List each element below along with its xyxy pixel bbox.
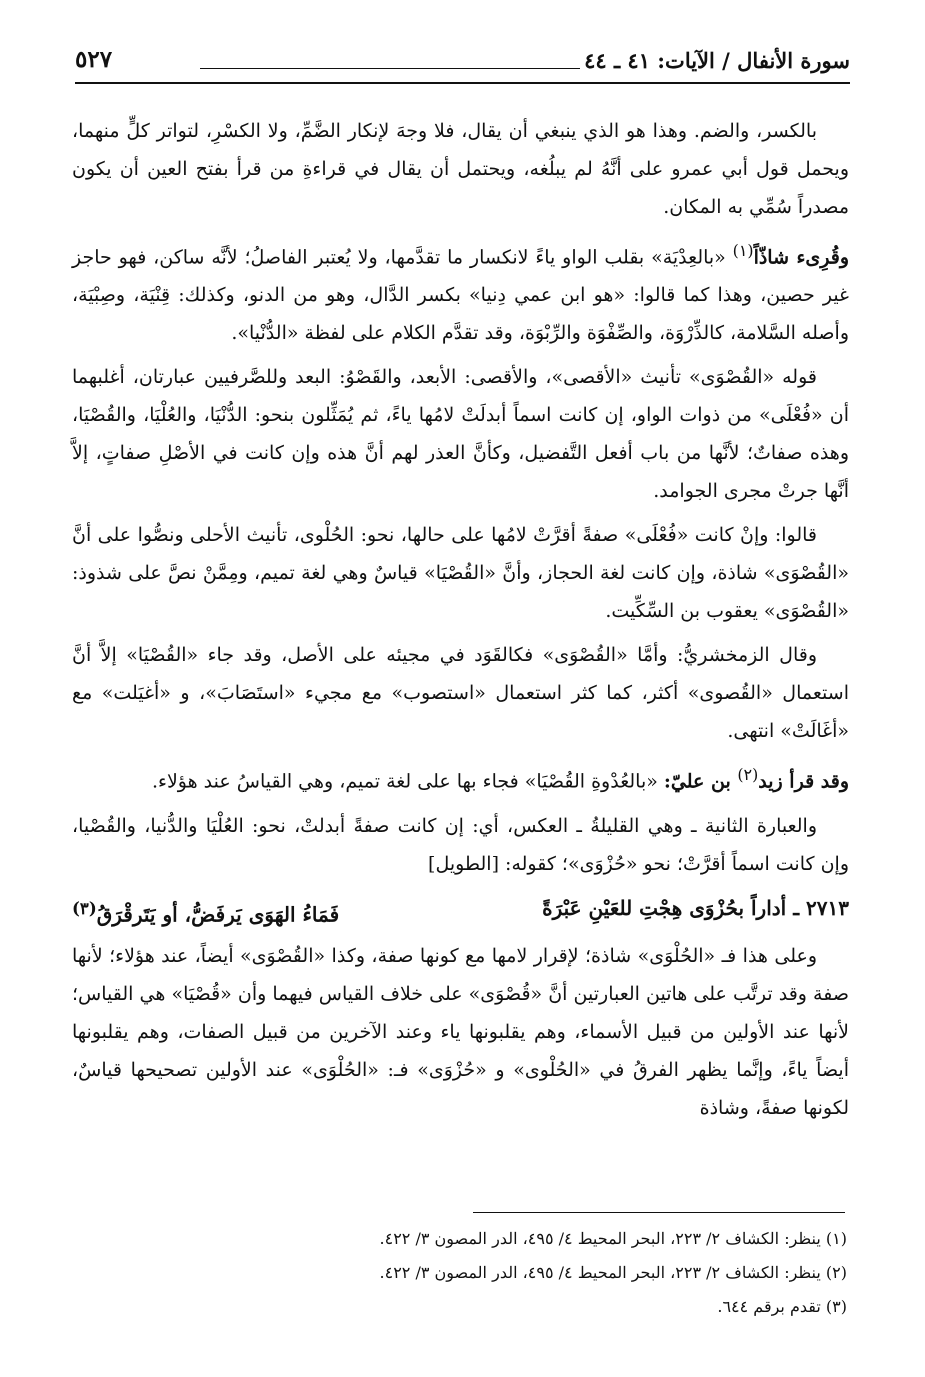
paragraph [72, 232, 849, 352]
footnotes [80, 1222, 847, 1324]
paragraph-text: «بالعُدْوةِ القُصْيَا» فجاء بها على لغة تميم، وهي القياسُ عند هؤلاء. [151, 770, 664, 793]
header-rule [200, 68, 580, 69]
footnote: (٣) تقدم برقم ٦٤٤. [717, 1297, 847, 1316]
paragraph: والعبارة الثانية ـ وهي القليلةُ ـ العكس، أي: إن كانت صفةً أبدلتْ، نحو: العُلْيَا والدُّنيا، والقُصْيا، وإن كانت اسماً أقرَّتْ؛ نحو «حُزْوَى»؛ كقوله: [الطويل] [72, 814, 849, 875]
footnote-ref[interactable]: (٢) [737, 765, 759, 785]
verse-first-half: ٢٧١٣ ـ أداراً بحُزْوَى هِجْتِ للعَيْنِ عَبْرَةً [542, 895, 849, 920]
paragraph-text: «بالعِدْيَة» بقلب الواو ياءً لانكسار ما تقدَّمها، ولا يُعتبر الفاصلُ؛ لأنَّه ساكن، فهو حاجز غير حصين، وهذا كما قالوا: «هو ابن عمي دِنيا» بكسر الدَّال، وهو من الدنو، وكذلك: قِنْيَة، وصِبْيَة، وأصله السَّلامة، كالذِّرْوَة، والصِّفْوَة والرِّبْوَة، وقد تقدَّم الكلام على لفظة «الدُّنْيا». [72, 246, 849, 345]
poetry-verse [72, 889, 849, 934]
paragraph: وقال الزمخشريُّ: وأمَّا «القُصْوَى» فكالقَوَد في مجيئه على الأصل، وقد جاء «القُصْيَا» إلاَّ أنَّ استعمال «القُصوى» أكثر، كما كثر استعمال «استصوب» مع مجيء «استَصَابَ»، و «أغيَلت» مع «أغَالَتْ» انتهى. [72, 644, 849, 743]
verse-hemistich-1: أداراً بحُزْوَى هِجْتِ للعَيْنِ عَبْرَةً [542, 895, 787, 920]
main-text [72, 112, 849, 1133]
running-title: سورة الأنفال / الآيات: ٤١ ـ ٤٤ [584, 48, 850, 73]
paragraph: قالوا: وإنْ كانت «فُعْلَى» صفةً أقرَّتْ لامُها على حالها، نحو: الحُلْوى، تأنيث الأحلى ونصُّوا على أنَّ «القُصْوَى» شاذة، وإن كانت لغة الحجاز، وأنَّ «القُصْيَا» قياسٌ وهي لغة تميم، ومِمَّنْ نصَّ على شذوذ: «القُصْوَى» يعقوب بن السِّكِّيت. [72, 524, 849, 623]
paragraph-lead: وقُرِىء شاذّاً [753, 246, 849, 269]
paragraph-lead: وقد قرأ زيد [758, 770, 849, 793]
footnote-separator [473, 1212, 845, 1213]
verse-second-half [72, 889, 339, 934]
paragraph: وعلى هذا فـ «الحُلْوَى» شاذة؛ لإقرار لامها مع كونها صفة، وكذا «القُصْوَى» أيضاً، عند هؤلاء؛ لأنها صفة وقد ترتَّب على هاتين العبارتين أنَّ «قُصْوَى» على خلاف القياس فيهما وأن «قُصْيَا» هي القياس؛ لأنها عند الأولين من قبيل الأسماء، وهم يقلبونها ياء وعند الآخرين من قبيل الصفات، وهم يقلبونها أيضاً ياءً، وإنَّما يظهر الفرقُ في «الحُلْوى» و «حُزْوَى» فـ: «الحُلْوَى» عند الأولين تصحيحها قياسٌ، لكونها صفةً، وشاذة [72, 945, 849, 1120]
footnote-ref[interactable]: (٣) [72, 897, 97, 918]
paragraph-lead: بن عليّ: [663, 770, 738, 793]
paragraph [72, 756, 849, 800]
paragraph: بالكسر، والضم. وهذا هو الذي ينبغي أن يقال، فلا وجهَ لإنكار الضَّمِّ، ولا الكسْرِ، لتواتر كلٍّ منهما، ويحمل قول أبي عمرو على أنَّهُ لم يبلُغه، ويحتمل أن يقال في قراءةِ من قرأ بفتح العين أن يكون مصدراً سُمِّي به المكان. [72, 120, 849, 218]
page-number: ٥٢٧ [75, 46, 113, 73]
verse-number: ٢٧١٣ [806, 895, 849, 920]
page-header [75, 42, 850, 84]
footnote: (١) ينظر: الكشاف ٢/ ٢٢٣، البحر المحيط ٤/ ٤٩٥، الدر المصون ٣/ ٤٢٢. [379, 1229, 847, 1248]
footnote: (٢) ينظر: الكشاف ٢/ ٢٢٣، البحر المحيط ٤/ ٤٩٥، الدر المصون ٣/ ٤٢٢. [379, 1263, 847, 1282]
verse-hemistich-2: فَمَاءُ الهَوَى يَرفَضُّ، أو يَتَرقْرَقُ [96, 902, 340, 927]
footnote-ref[interactable]: (١) [732, 241, 754, 260]
paragraph: قوله «القُصْوَى» تأنيث «الأقصى»، والأقصى: الأبعد، والقَصْوُ: البعد وللصَّرفيين عبارتان، أغلبهما أن «فُعْلَى» من ذوات الواو، إن كانت اسماً أبدلَتْ لامُها ياءً، ثم يُمَثِّلون بنحو: الدُّنْيَا، والعُلْيَا، والقُصْيَا، وهذه صفاتٌ؛ لأنَّها من باب أفعل التَّفضيل، وكأنَّ العذر لهم أنَّ هذه وإن كانت في الأصْلِ صفاتٍ، إلاَّ أنَّها جرتْ مجرى الجوامد. [72, 366, 849, 503]
